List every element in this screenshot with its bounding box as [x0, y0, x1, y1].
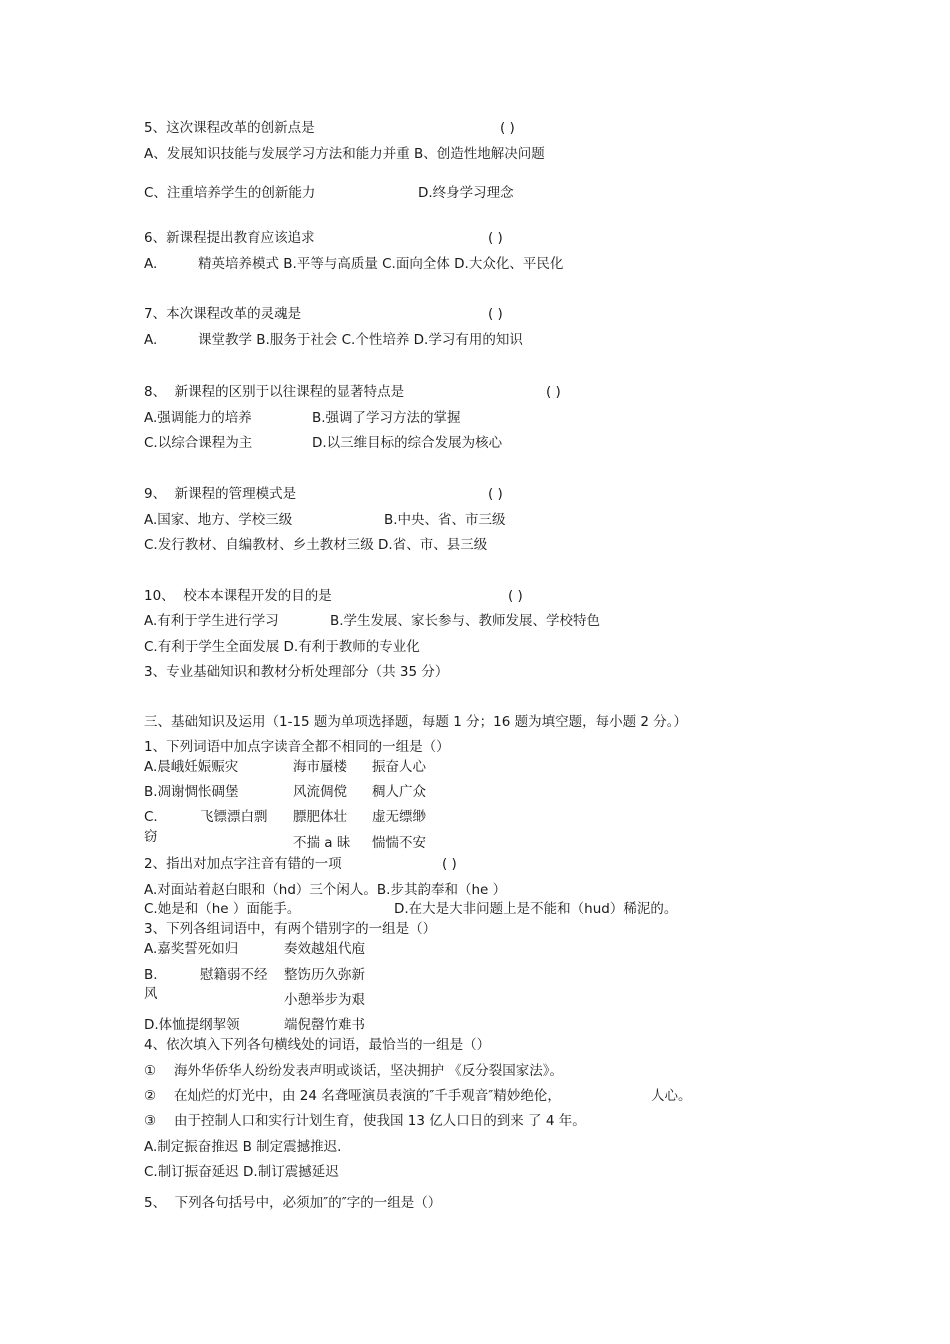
part3-q3-option-b-wrap: 风 — [144, 986, 158, 1002]
part3-q4-sentence-2: 在灿烂的灯光中，由 24 名聋哑演员表演的″千手观音″精妙绝伦， — [174, 1088, 561, 1104]
question-9-option-b: B.中央、省、市三级 — [384, 512, 506, 528]
answer-paren: ( ) — [442, 856, 457, 872]
part3-question-5-stem: 5、 下列各句括号中，必须加″的″字的一组是（） — [144, 1195, 442, 1211]
part3-question-2-stem: 2、指出对加点字注音有错的一项 — [144, 856, 342, 872]
question-6-stem: 6、新课程提出教育应该追求 — [144, 230, 315, 246]
part3-q1-option-a-col1: A.晨峨妊娠赈灾 — [144, 759, 239, 775]
part3-q4-sentence-1: 海外华侨华人纷纷发表声明或谈话，坚决拥护 《反分裂国家法》。 — [174, 1063, 564, 1079]
part3-q1-option-a-col3: 振奋人心 — [372, 759, 426, 775]
part3-q2-option-c: C.她是和（he ）面能手。 — [144, 901, 301, 917]
question-5-options-ab: A、发展知识技能与发展学习方法和能力并重 B、创造性地解决问题 — [144, 146, 545, 162]
question-7-stem: 7、本次课程改革的灵魂是 — [144, 306, 302, 322]
part3-question-4-stem: 4、依次填入下列各句横线处的词语，最恰当的一组是（） — [144, 1037, 491, 1053]
part3-q3-option-c-col2: 小憩举步为艰 — [284, 992, 365, 1008]
part3-q3-option-b-col2: 整饬历久弥新 — [284, 967, 365, 983]
part3-q3-option-a-col2: 奏效越俎代庖 — [284, 941, 365, 957]
question-8-option-d: D.以三维目标的综合发展为核心 — [312, 435, 503, 451]
answer-paren: ( ) — [488, 306, 503, 322]
answer-paren: ( ) — [500, 120, 515, 136]
question-5-option-c: C、注重培养学生的创新能力 — [144, 185, 316, 201]
question-7-option-a-label: A. — [144, 332, 158, 348]
answer-paren: ( ) — [508, 588, 523, 604]
part3-question-3-stem: 3、下列各组词语中，有两个错别字的一组是（） — [144, 921, 437, 937]
question-9-option-a: A.国家、地方、学校三级 — [144, 512, 293, 528]
question-6-options: 精英培养模式 B.平等与高质量 C.面向全体 D.大众化、平民化 — [198, 256, 564, 272]
question-9-options-cd: C.发行教材、自编教材、乡土教材三级 D.省、市、县三级 — [144, 537, 488, 553]
question-10-option-b: B.学生发展、家长参与、教师发展、学校特色 — [330, 613, 601, 629]
part3-q1-option-c-wrap: 窃 — [144, 829, 158, 845]
part3-q3-option-b-col1: 慰籍弱不经 — [200, 967, 268, 983]
answer-paren: ( ) — [546, 384, 561, 400]
question-10-stem: 10、 校本本课程开发的目的是 — [144, 588, 332, 604]
part3-q3-option-a-col1: A.嘉奖誓死如归 — [144, 941, 239, 957]
part3-q1-option-d-col2: 不揣 a 昧 — [293, 835, 351, 851]
question-6-option-a-label: A. — [144, 256, 158, 272]
part3-q2-option-d: D.在大是大非问题上是不能和（hud）稀泥的。 — [394, 901, 678, 917]
part3-q1-option-c-label: C. — [144, 809, 158, 825]
question-8-option-a: A.强调能力的培养 — [144, 410, 252, 426]
question-9-stem: 9、 新课程的管理模式是 — [144, 486, 297, 502]
part3-q1-option-a-col2: 海市蜃楼 — [293, 759, 347, 775]
part3-q1-option-b-col1: B.凋谢惆怅碉堡 — [144, 784, 239, 800]
answer-paren: ( ) — [488, 230, 503, 246]
question-5-stem: 5、这次课程改革的创新点是 — [144, 120, 315, 136]
part3-q1-option-c-col1: 飞镖漂白剽 — [200, 809, 268, 825]
section-3-heading: 3、专业基础知识和教材分析处理部分（共 35 分） — [144, 664, 449, 680]
part3-q4-sentence-3-number: ③ — [144, 1113, 157, 1129]
part3-q4-sentence-1-number: ① — [144, 1063, 157, 1079]
question-8-stem: 8、 新课程的区别于以往课程的显著特点是 — [144, 384, 405, 400]
part-3-heading: 三、基础知识及运用（1-15 题为单项选择题，每题 1 分；16 题为填空题，每小题 2 分。） — [144, 714, 687, 730]
part3-q4-options-ab: A.制定振奋推迟 B 制定震撼推迟. — [144, 1139, 342, 1155]
part3-q1-option-d-col3: 惴惴不安 — [372, 835, 426, 851]
answer-paren: ( ) — [488, 486, 503, 502]
question-10-option-a: A.有利于学生进行学习 — [144, 613, 279, 629]
question-8-option-b: B.强调了学习方法的掌握 — [312, 410, 461, 426]
question-7-options: 课堂教学 B.服务于社会 C.个性培养 D.学习有用的知识 — [198, 332, 523, 348]
part3-q4-sentence-3: 由于控制人口和实行计划生育，使我国 13 亿人口日的到来 了 4 年。 — [174, 1113, 586, 1129]
part3-q1-option-c-col3: 虚无缥缈 — [372, 809, 426, 825]
part3-q2-options-ab: A.对面站着赵白眼和（hd）三个闲人。B.步其韵奉和（he ） — [144, 882, 507, 898]
part3-q1-option-c-col2: 膘肥体壮 — [293, 809, 347, 825]
part3-question-1-stem: 1、下列词语中加点字读音全都不相同的一组是（） — [144, 739, 450, 755]
part3-q3-option-d-col1: D.体恤提纲挈领 — [144, 1017, 240, 1033]
question-10-options-cd: C.有利于学生全面发展 D.有利于教师的专业化 — [144, 639, 420, 655]
part3-q4-options-cd: C.制订振奋延迟 D.制订震撼延迟 — [144, 1164, 339, 1180]
part3-q1-option-b-col3: 稠人广众 — [372, 784, 426, 800]
part3-q3-option-d-col2: 端倪罄竹难书 — [284, 1017, 365, 1033]
part3-q4-sentence-2-number: ② — [144, 1088, 157, 1104]
question-8-option-c: C.以综合课程为主 — [144, 435, 253, 451]
part3-q1-option-b-col2: 风流倜傥 — [293, 784, 347, 800]
part3-q3-option-b-label: B. — [144, 967, 158, 983]
part3-q4-sentence-2-end: 人心。 — [651, 1088, 692, 1104]
question-5-option-d: D.终身学习理念 — [418, 185, 514, 201]
